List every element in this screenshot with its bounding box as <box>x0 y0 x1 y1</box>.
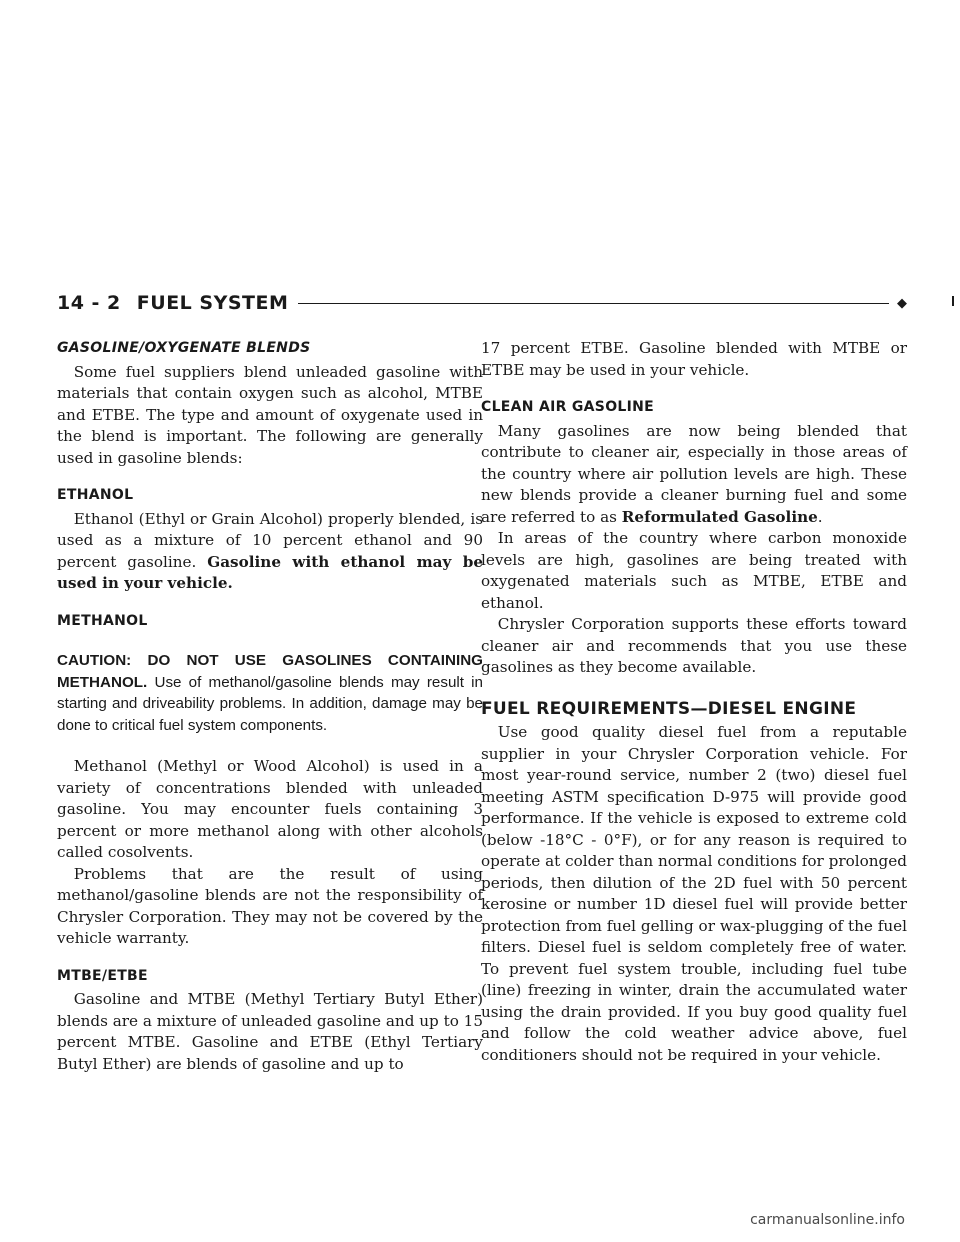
section-title: FUEL SYSTEM <box>136 292 289 314</box>
paragraph-clean-air-1: Many gasolines are now being blended that contribute to cleaner air, especially in those areas of the country where air pollution levels are high. These new blends provide a cleaner burning fuel and some are referred to as Reformulated Gasoline. <box>481 421 907 526</box>
heading-methanol: METHANOL <box>57 612 148 629</box>
page-header <box>57 290 907 316</box>
paragraph-oxygenate: Some fuel suppliers blend unleaded gasoline with materials that contain oxygen such as alcohol, MTBE and ETBE. The type and amount of oxygenate used in the blend is important. The following are generally used in gasoline blends: <box>57 362 483 467</box>
heading-diesel-fuel-requirements: FUEL REQUIREMENTS—DIESEL ENGINE <box>481 698 857 719</box>
heading-ethanol: ETHANOL <box>57 487 134 503</box>
paragraph-clean-air-2: In areas of the country where carbon monoxide levels are high, gasolines are being treated with oxygenated materials such as MTBE, ETBE and ethanol. <box>481 529 907 612</box>
corner-mark <box>952 296 954 306</box>
heading-mtbe-etbe: MTBE/ETBE <box>57 967 148 984</box>
paragraph-clean-air-3: Chrysler Corporation supports these efforts toward cleaner air and recommends that you use these gasolines as they become available. <box>481 615 907 676</box>
left-column <box>57 338 483 1075</box>
reformulated-gasoline-emphasis: Reformulated Gasoline <box>621 507 818 526</box>
diamond-icon: ◆ <box>897 295 907 311</box>
paragraph-diesel: Use good quality diesel fuel from a reputable supplier in your Chrysler Corporation vehicle. For most year-round service, number 2 (two) diesel fuel meeting ASTM specification D-975 will provide good performance. If the vehicle is exposed to extreme cold (below -18°C - 0°F), or for any reason is required to operate at colder than normal conditions for prolonged periods, then dilution of the 2D fuel with 50 percent kerosine or number 1D diesel fuel will provide better protection from fuel gelling or wax-plugging of the fuel filters. Diesel fuel is seldom completely free of water. To prevent fuel system trouble, including fuel tube (line) freezing in winter, drain the accumulated water using the drain provided. If you buy good quality fuel and follow the cold weather advice above, fuel conditioners should not be required in your vehicle. <box>481 723 907 1064</box>
paragraph-mtbe-etbe-continued: 17 percent ETBE. Gasoline blended with MTBE or ETBE may be used in your vehicle. <box>481 339 907 379</box>
header-rule <box>298 303 889 304</box>
paragraph-methanol-1: Methanol (Methyl or Wood Alcohol) is used in a variety of concentrations blended with unleaded gasoline. You may encounter fuels containing 3 percent or more methanol along with other alcohols called cosolvents. <box>57 757 483 861</box>
ethanol-emphasis: Gasoline with ethanol may be used in your vehicle. <box>57 552 483 592</box>
watermark-text: carmanualsonline.info <box>750 1212 905 1228</box>
heading-clean-air-gasoline: CLEAN AIR GASOLINE <box>481 399 655 415</box>
paragraph-mtbe-etbe: Gasoline and MTBE (Methyl Tertiary Butyl Ether) blends are a mixture of unleaded gasoline and up to 15 percent MTBE. Gasoline and ETBE (Ethyl Tertiary Butyl Ether) are blends of gasoline and up to <box>57 990 483 1073</box>
heading-oxygenate-blends: GASOLINE/OXYGENATE BLENDS <box>57 340 311 356</box>
paragraph-ethanol: Ethanol (Ethyl or Grain Alcohol) properly blended, is used as a mixture of 10 percent ethanol and 90 percent gasoline. Gasoline with ethanol may be used in your vehicle. <box>57 509 483 592</box>
methanol-caution: CAUTION: DO NOT USE GASOLINES CONTAINING METHANOL. Use of methanol/gasoline blends may result in starting and driveability problems. In addition, damage may be done to critical fuel system components. <box>57 652 483 734</box>
paragraph-methanol-2: Problems that are the result of using methanol/gasoline blends are not the responsibility of Chrysler Corporation. They may not be covered by the vehicle warranty. <box>57 864 483 947</box>
page-number: 14 - 2 <box>57 292 121 314</box>
caution-lead: CAUTION: DO NOT USE GASOLINES CONTAINING METHANOL. <box>57 652 483 691</box>
right-column <box>481 338 907 1066</box>
